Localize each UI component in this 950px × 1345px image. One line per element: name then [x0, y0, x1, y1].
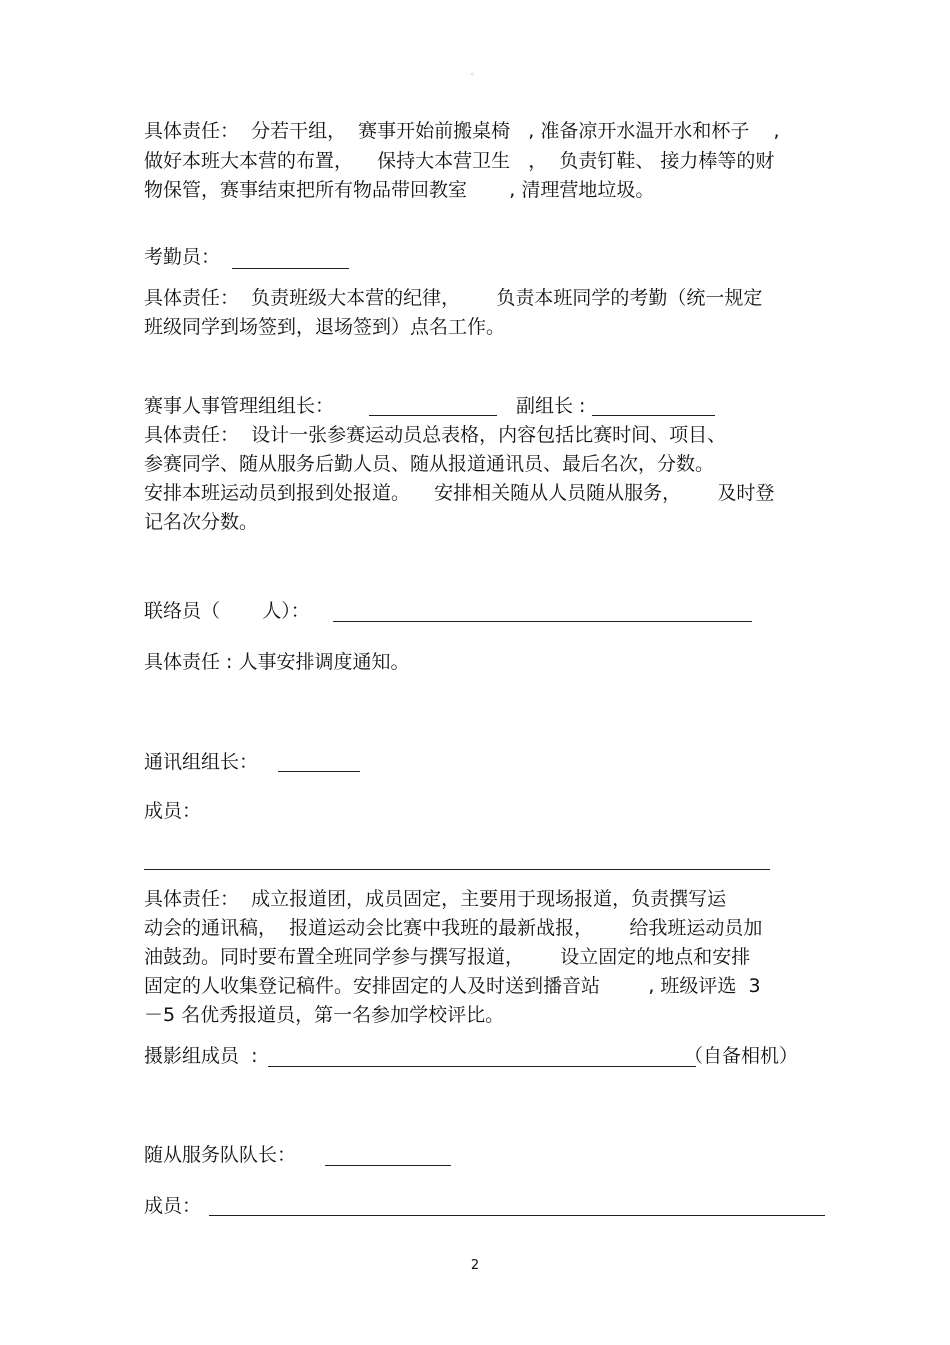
top-mark: ◦ [470, 70, 475, 79]
personnel-deputy-blank[interactable] [592, 415, 715, 416]
service-leader-blank[interactable] [325, 1165, 451, 1166]
photography-label: 摄影组成员 : [144, 1045, 258, 1067]
personnel-duty-line-4: 记名次分数。 [144, 511, 259, 533]
photography-note: （自备相机） [684, 1045, 799, 1067]
photography-blank[interactable] [268, 1066, 696, 1067]
personnel-duty-line-2: 参赛同学、随从服务后勤人员、随从报道通讯员、最后名次，分数。 [144, 453, 715, 475]
logistics-duty-line-1: 具体责任： 分若干组， 赛事开始前搬桌椅 , 准备凉开水温开水和杯子 , [144, 120, 780, 142]
communication-duty-line-5: －5 名优秀报道员，第一名参加学校评比。 [144, 1004, 505, 1026]
communication-leader-label: 通讯组组长： [144, 751, 259, 773]
communication-duty-line-1: 具体责任： 成立报道团，成员固定，主要用于现场报道，负责撰写运 [144, 888, 727, 910]
personnel-deputy-label: 副组长 : [516, 395, 586, 417]
personnel-leader-blank[interactable] [369, 415, 497, 416]
liaison-blank[interactable] [333, 621, 752, 622]
communication-members-label: 成员： [144, 800, 202, 822]
service-members-blank[interactable] [209, 1215, 825, 1216]
communication-members-blank[interactable] [144, 869, 770, 870]
personnel-leader-label: 赛事人事管理组组长： [144, 395, 335, 417]
attendance-duty-line-2: 班级同学到场签到，退场签到）点名工作。 [144, 316, 506, 338]
liaison-duty: 具体责任 : 人事安排调度通知。 [144, 651, 410, 673]
communication-leader-blank[interactable] [278, 771, 360, 772]
attendance-label: 考勤员： [144, 246, 221, 268]
logistics-duty-line-2: 做好本班大本营的布置， 保持大本营卫生 ， 负责钉鞋、 接力棒等的财 [144, 150, 775, 172]
service-leader-label: 随从服务队队长： [144, 1144, 297, 1166]
service-members-label: 成员： [144, 1195, 202, 1217]
communication-duty-line-4: 固定的人收集登记稿件。安排固定的人及时送到播音站 , 班级评选 3 [144, 975, 761, 997]
communication-duty-line-2: 动会的通讯稿， 报道运动会比赛中我班的最新战报， 给我班运动员加 [144, 917, 763, 939]
liaison-label: 联络员（ 人）： [144, 600, 310, 622]
personnel-duty-line-3: 安排本班运动员到报到处报道。 安排相关随从人员随从服务， 及时登 [144, 482, 775, 504]
page-number: 2 [470, 1258, 480, 1273]
communication-duty-line-3: 油鼓劲。同时要布置全班同学参与撰写报道， 设立固定的地点和安排 [144, 946, 751, 968]
personnel-duty-line-1: 具体责任： 设计一张参赛运动员总表格，内容包括比赛时间、项目、 [144, 424, 727, 446]
logistics-duty-line-3: 物保管，赛事结束把所有物品带回教室 , 清理营地垃圾。 [144, 179, 655, 201]
attendance-blank[interactable] [232, 268, 349, 269]
attendance-duty-line-1: 具体责任： 负责班级大本营的纪律， 负责本班同学的考勤（统一规定 [144, 287, 763, 309]
